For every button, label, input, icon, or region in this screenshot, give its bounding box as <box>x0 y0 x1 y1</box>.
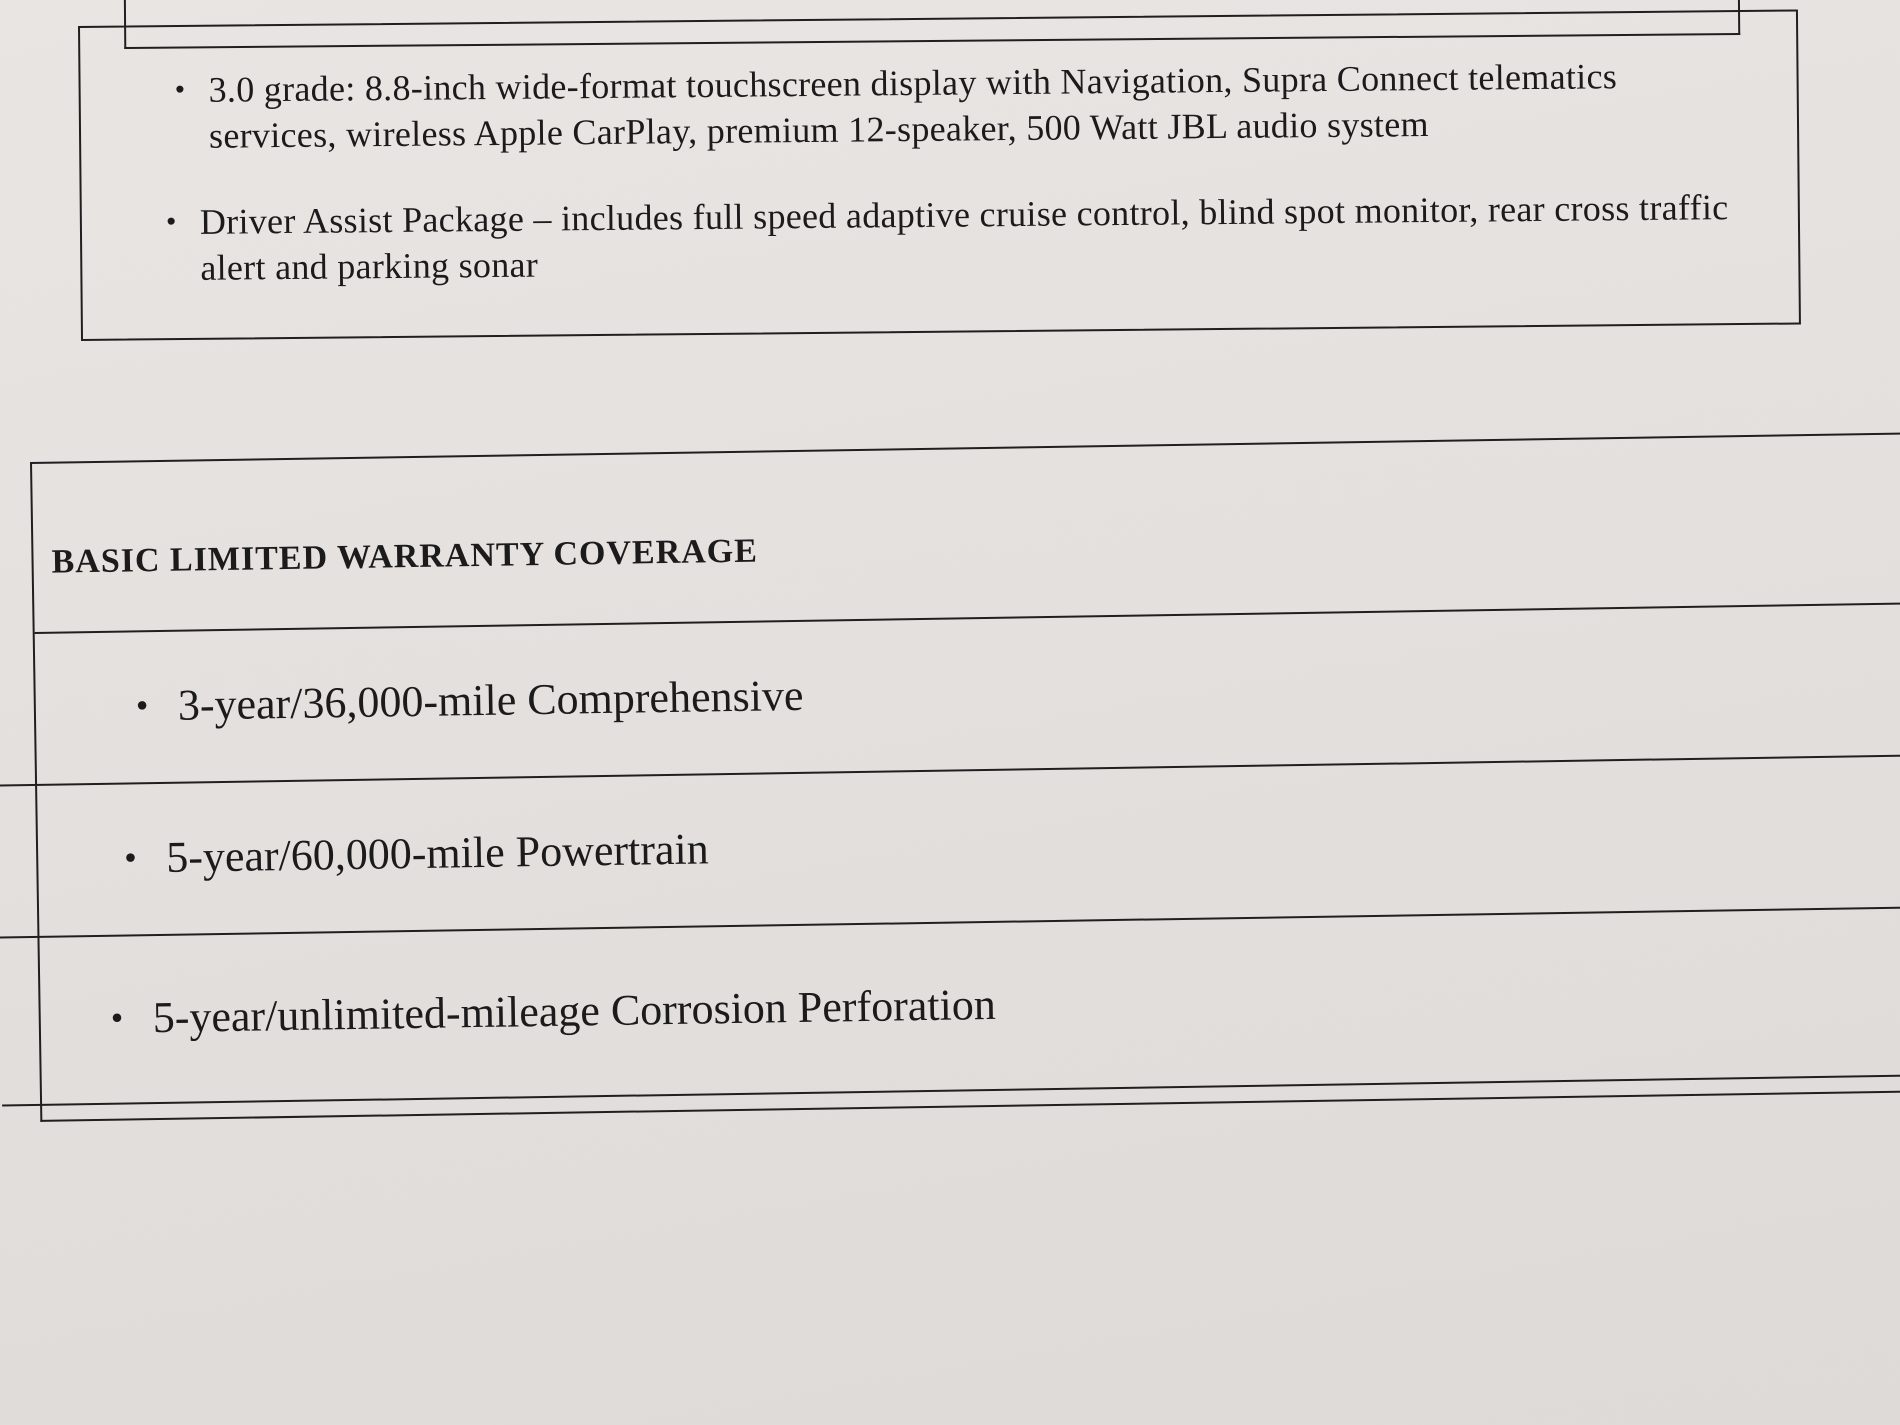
warranty-item-comprehensive: 3-year/36,000-mile Comprehensive <box>177 670 804 730</box>
warranty-header-row <box>32 434 1900 633</box>
bullet-icon: • <box>110 997 124 1038</box>
feature-item-infotainment <box>174 52 1739 159</box>
feature-text: Driver Assist Package – includes full speed adaptive cruise control, blind spot monitor, rear cross traffic alert and parking sonar <box>199 187 1729 288</box>
warranty-item-powertrain: 5-year/60,000-mile Powertrain <box>165 824 710 882</box>
bullet-icon: • <box>174 72 186 107</box>
warranty-item-corrosion: 5-year/unlimited-mileage Corrosion Perforation <box>152 979 997 1043</box>
feature-text: 3.0 grade: 8.8-inch wide-format touchscreen display with Navigation, Supra Connect telematics services, wireless Apple CarPlay, premium 12-speaker, 500 Watt JBL audio system <box>208 56 1618 156</box>
warranty-row <box>0 754 1900 938</box>
warranty-title: BASIC LIMITED WARRANTY COVERAGE <box>51 532 759 581</box>
warranty-table <box>30 432 1900 1121</box>
warranty-row <box>0 906 1900 1106</box>
bullet-icon: • <box>165 205 177 239</box>
bullet-icon: • <box>123 837 138 878</box>
features-box <box>78 9 1801 340</box>
feature-item-driver-assist <box>165 184 1761 291</box>
warranty-row <box>0 602 1900 786</box>
bullet-icon: • <box>135 685 149 726</box>
